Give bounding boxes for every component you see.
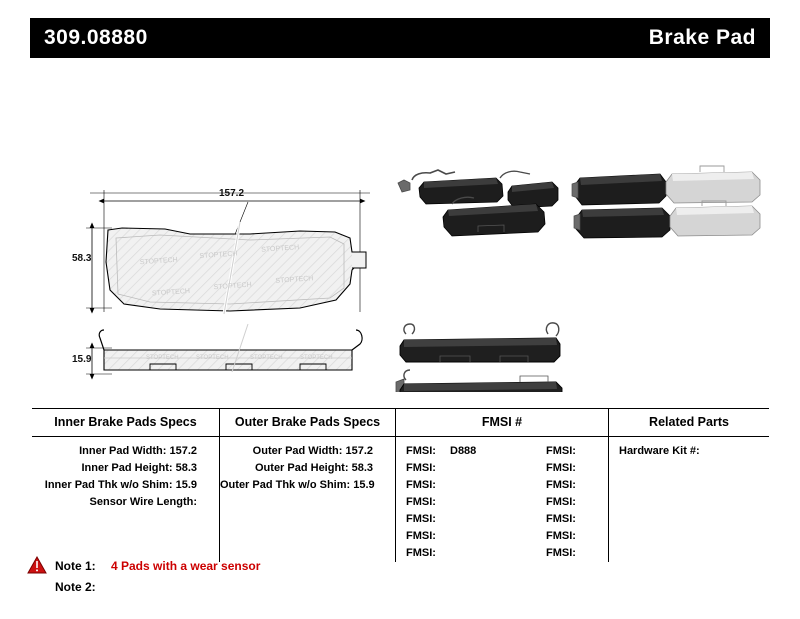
dimension-height-label: 58.3 [72, 253, 92, 264]
inner-pad-height-label: Inner Pad Height: [81, 462, 173, 474]
fmsi-label-right: FMSI: [546, 547, 576, 559]
inner-pad-width-row [32, 443, 219, 460]
fmsi-value-left [450, 477, 504, 494]
fmsi-label-right: FMSI: [546, 462, 576, 474]
svg-text:STOPTECH: STOPTECH [213, 281, 252, 292]
outer-pad-width-value: 157.2 [345, 445, 373, 457]
pad-photo-edge-views [396, 323, 562, 392]
fmsi-label-left: FMSI: [406, 530, 436, 542]
outer-pad-height-row [220, 460, 395, 477]
document-header [30, 18, 770, 58]
fmsi-value-left [450, 528, 504, 545]
fmsi-cell [396, 437, 609, 562]
svg-text:STOPTECH: STOPTECH [250, 355, 283, 361]
inner-specs-cell [32, 437, 220, 562]
fmsi-label-right: FMSI: [546, 479, 576, 491]
svg-text:STOPTECH: STOPTECH [146, 355, 179, 361]
note-1-label: Note 1: [55, 558, 96, 573]
column-header-outer-specs: Outer Brake Pads Specs [220, 409, 396, 436]
fmsi-label-right: FMSI: [546, 496, 576, 508]
inner-pad-width-value: 157.2 [169, 445, 197, 457]
fmsi-value-left: D888 [450, 445, 477, 457]
fmsi-label-right: FMSI: [546, 530, 576, 542]
dimension-thickness-label: 15.9 [72, 354, 92, 365]
inner-pad-thickness-label: Inner Pad Thk w/o Shim: [44, 479, 173, 491]
outer-pad-thickness-label: Outer Pad Thk w/o Shim: [220, 479, 351, 491]
front-pad-outline-drawing [86, 190, 370, 314]
outer-pad-height-value: 58.3 [351, 462, 373, 474]
fmsi-label-right: FMSI: [546, 445, 576, 457]
inner-pad-height-row [32, 460, 219, 477]
pad-photo-cluster-right [572, 166, 760, 238]
outer-pad-width-label: Outer Pad Width: [252, 445, 343, 457]
column-header-fmsi: FMSI # [396, 409, 609, 436]
dimension-width-label: 157.2 [219, 188, 245, 199]
related-parts-cell [609, 437, 769, 562]
fmsi-label-left: FMSI: [406, 496, 436, 508]
note-2-row [55, 576, 555, 597]
fmsi-label-right: FMSI: [546, 513, 576, 525]
svg-text:STOPTECH: STOPTECH [199, 250, 238, 261]
fmsi-label-left: FMSI: [406, 513, 436, 525]
svg-text:STOPTECH: STOPTECH [139, 256, 178, 267]
fmsi-row [406, 528, 608, 545]
product-type: Brake Pad [648, 26, 756, 49]
specifications-table [32, 408, 769, 562]
outer-pad-thickness-row [220, 477, 395, 494]
outer-pad-width-row [220, 443, 395, 460]
sensor-wire-length-label: Sensor Wire Length: [89, 496, 197, 508]
outer-specs-cell [220, 437, 396, 562]
spec-table-header-row [32, 409, 769, 437]
svg-text:STOPTECH: STOPTECH [196, 355, 229, 361]
fmsi-value-left [450, 460, 504, 477]
fmsi-value-left [450, 494, 504, 511]
svg-text:STOPTECH: STOPTECH [151, 287, 191, 298]
inner-pad-thickness-row [32, 477, 219, 494]
fmsi-row [406, 443, 608, 460]
fmsi-label-left: FMSI: [406, 547, 436, 559]
fmsi-label-left: FMSI: [406, 462, 436, 474]
svg-text:STOPTECH: STOPTECH [300, 355, 333, 361]
inner-pad-width-label: Inner Pad Width: [79, 445, 167, 457]
note-1-text: 4 Pads with a wear sensor [111, 558, 261, 573]
svg-text:STOPTECH: STOPTECH [275, 275, 314, 285]
column-header-inner-specs: Inner Brake Pads Specs [32, 409, 220, 436]
technical-drawing-area [0, 62, 800, 392]
inner-pad-thickness-value: 15.9 [175, 479, 197, 491]
outer-pad-thickness-value: 15.9 [353, 479, 375, 491]
notes-section [55, 555, 555, 597]
fmsi-row [406, 477, 608, 494]
part-number: 309.08880 [44, 26, 148, 49]
inner-pad-height-value: 58.3 [175, 462, 197, 474]
note-1-row [55, 555, 555, 576]
side-view-outline-drawing [86, 324, 362, 374]
sensor-wire-length-row [32, 494, 219, 511]
outer-pad-height-label: Outer Pad Height: [255, 462, 349, 474]
pad-photo-cluster-top [398, 170, 558, 236]
hardware-kit-label: Hardware Kit #: [619, 445, 700, 457]
fmsi-label-left: FMSI: [406, 445, 436, 457]
spec-table-body-row [32, 437, 769, 562]
fmsi-row [406, 511, 608, 528]
drawing-svg [0, 62, 800, 392]
fmsi-label-left: FMSI: [406, 479, 436, 491]
fmsi-row [406, 494, 608, 511]
column-header-related-parts: Related Parts [649, 415, 729, 429]
fmsi-row [406, 460, 608, 477]
note-2-label: Note 2: [55, 579, 96, 594]
fmsi-value-left [450, 511, 504, 528]
warning-icon [27, 556, 47, 574]
svg-text:STOPTECH: STOPTECH [261, 244, 300, 254]
